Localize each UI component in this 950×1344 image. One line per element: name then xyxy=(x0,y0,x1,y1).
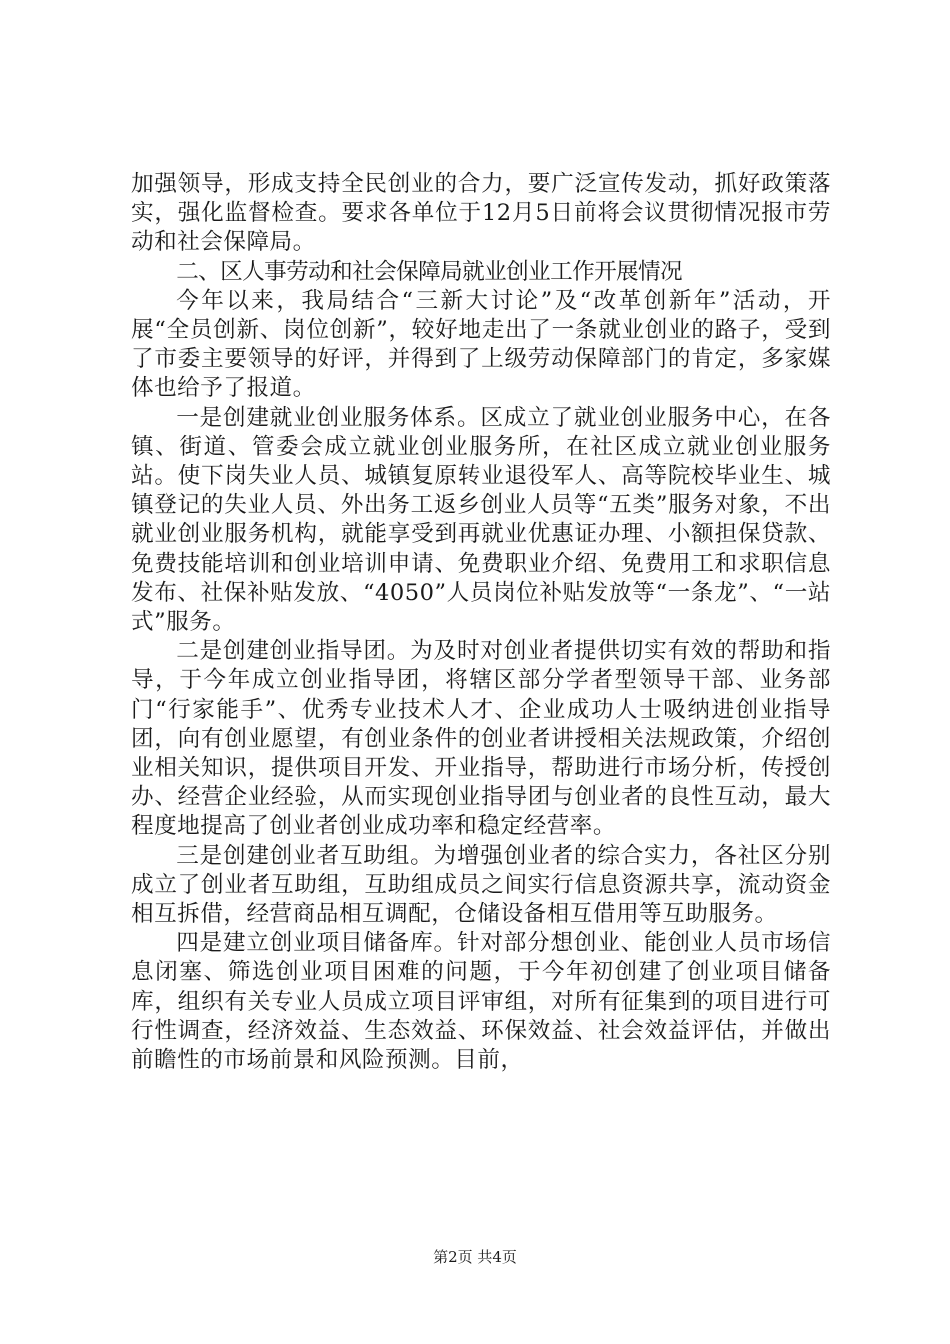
document-body xyxy=(131,170,831,1075)
paragraph-intro: 今年以来，我局结合“三新大讨论”及“改革创新年”活动，开展“全员创新、岗位创新”，较好地走出了一条就业创业的路子，受到了市委主要领导的好评，并得到了上级劳动保障部门的肯定，多家媒体也给予了报道。 xyxy=(131,287,831,402)
paragraph-item-1: 一是创建就业创业服务体系。区成立了就业创业服务中心，在各镇、街道、管委会成立就业创业服务所，在社区成立就业创业服务站。使下岗失业人员、城镇复原转业退役军人、高等院校毕业生、城镇登记的失业人员、外出务工返乡创业人员等“五类”服务对象，不出就业创业服务机构，就能享受到再就业优惠证办理、小额担保贷款、免费技能培训和创业培训申请、免费职业介绍、免费用工和求职信息发布、社保补贴发放、“4050”人员岗位补贴发放等“一条龙”、“一站式”服务。 xyxy=(131,404,831,636)
paragraph-item-3: 三是创建创业者互助组。为增强创业者的综合实力，各社区分别成立了创业者互助组，互助组成员之间实行信息资源共享，流动资金相互拆借，经营商品相互调配，仓储设备相互借用等互助服务。 xyxy=(131,842,831,928)
paragraph-continuation: 加强领导，形成支持全民创业的合力，要广泛宣传发动，抓好政策落实，强化监督检查。要求各单位于12月5日前将会议贯彻情况报市劳动和社会保障局。 xyxy=(131,171,831,256)
page-footer: 第2页 共4页 xyxy=(433,1248,517,1266)
paragraph-item-2: 二是创建创业指导团。为及时对创业者提供切实有效的帮助和指导，于今年成立创业指导团，将辖区部分学者型领导干部、业务部门“行家能手”、优秀专业技术人才、企业成功人士吸纳进创业指导团，向有创业愿望，有创业条件的创业者讲授相关法规政策，介绍创业相关知识，提供项目开发、开业指导，帮助进行市场分析，传授创办、经营企业经验，从而实现创业指导团与创业者的良性互动，最大程度地提高了创业者创业成功率和稳定经营率。 xyxy=(131,638,831,840)
paragraph-item-4: 四是建立创业项目储备库。针对部分想创业、能创业人员市场信息闭塞、筛选创业项目困难的问题，于今年初创建了创业项目储备库，组织有关专业人员成立项目评审组，对所有征集到的项目进行可行性调查，经济效益、生态效益、环保效益、社会效益评估，并做出前瞻性的市场前景和风险预测。目前， xyxy=(131,930,831,1074)
section-heading: 二、区人事劳动和社会保障局就业创业工作开展情况 xyxy=(176,258,683,285)
